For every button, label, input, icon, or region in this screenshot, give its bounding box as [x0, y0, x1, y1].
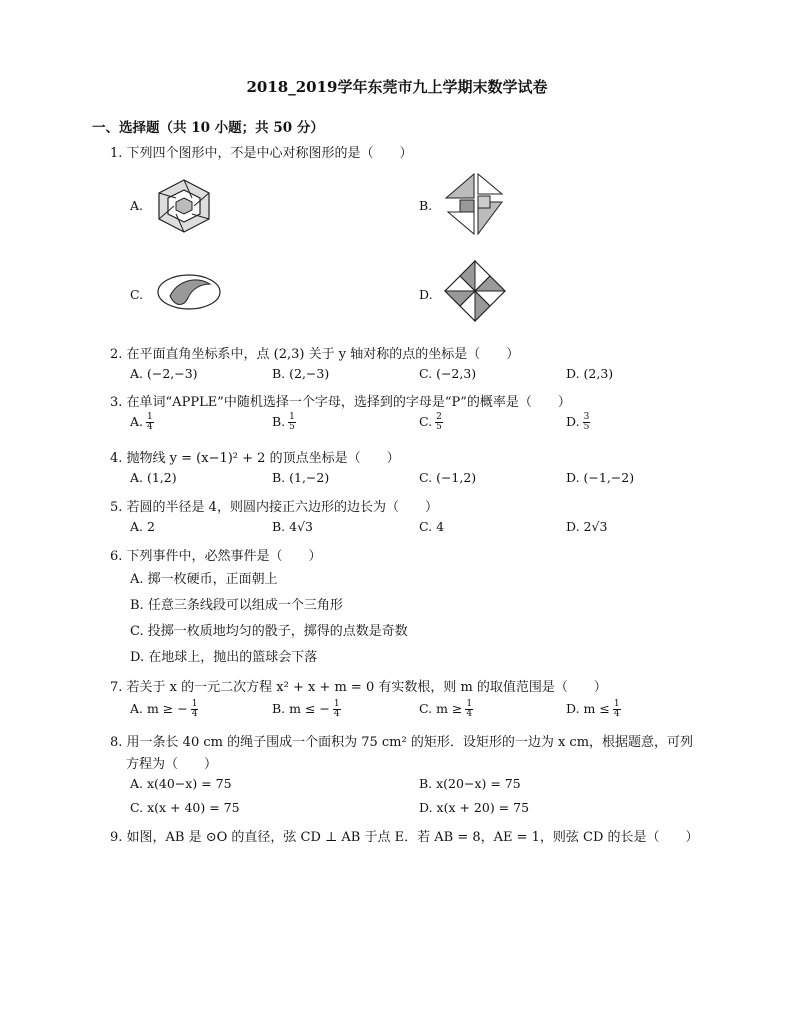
- q2-option-b: B. (2,−3): [272, 366, 330, 381]
- q2-option-a: A. (−2,−3): [130, 366, 198, 381]
- q4-option-b: B. (1,−2): [272, 470, 330, 485]
- q3-option-b: B. $\frac{1}{5}$: [272, 412, 295, 432]
- q6-option-c: C. 投掷一枚质地均匀的骰子，掷得的点数是奇数: [130, 624, 408, 639]
- q1-option-d-label: D.: [419, 287, 433, 302]
- question-7-stem: 7. 若关于 x 的一元二次方程 x² + x + m = 0 有实数根，则 m 的取值范围是（ ）: [110, 680, 607, 695]
- q1-option-a-label: A.: [130, 198, 144, 213]
- q7-option-a: A. m ≥ − $\frac{1}{4}$: [130, 699, 198, 719]
- question-2-stem: 2. 在平面直角坐标系中，点 (2,3) 关于 y 轴对称的点的坐标是（ ）: [110, 347, 520, 362]
- q8-option-d: D. x(x + 20) = 75: [419, 800, 530, 815]
- figure-b-triangle-pinwheel: [444, 172, 504, 236]
- section-heading: 一、选择题（共 10 小题；共 50 分）: [92, 120, 324, 136]
- question-8-stem-line-2: 方程为（ ）: [126, 757, 218, 772]
- q3-option-d: D. $\frac{3}{5}$: [566, 412, 590, 432]
- question-1-stem: 1. 下列四个图形中，不是中心对称图形的是（ ）: [110, 146, 413, 161]
- q1-option-c-label: C.: [130, 287, 144, 302]
- q6-option-b: B. 任意三条线段可以组成一个三角形: [130, 598, 343, 613]
- q5-option-b: B. 4√3: [272, 519, 314, 534]
- question-6-stem: 6. 下列事件中，必然事件是（ ）: [110, 549, 322, 564]
- q4-option-d: D. (−1,−2): [566, 470, 635, 485]
- figure-a-hexagon-pinwheel: [154, 178, 214, 234]
- question-3-stem: 3. 在单词“APPLE”中随机选择一个字母，选择到的字母是“P”的概率是（ ）: [110, 395, 571, 410]
- question-8-stem-line-1: 8. 用一条长 40 cm 的绳子围成一个面积为 75 cm² 的矩形．设矩形的一边为 x cm，根据题意，可列: [110, 735, 694, 750]
- q6-option-d: D. 在地球上，抛出的篮球会下落: [130, 650, 318, 665]
- q7-option-b: B. m ≤ − $\frac{1}{4}$: [272, 699, 340, 719]
- q2-option-c: C. (−2,3): [419, 366, 477, 381]
- q8-option-b: B. x(20−x) = 75: [419, 776, 521, 791]
- q3-option-a: A. $\frac{1}{4}$: [130, 412, 153, 432]
- q7-option-c: C. m ≥ $\frac{1}{4}$: [419, 699, 473, 719]
- q7-option-d: D. m ≤ $\frac{1}{4}$: [566, 699, 620, 719]
- q4-option-a: A. (1,2): [130, 470, 177, 485]
- q8-option-a: A. x(40−x) = 75: [130, 776, 232, 791]
- q5-option-c: C. 4: [419, 519, 445, 534]
- q1-option-b-label: B.: [419, 198, 433, 213]
- page-title: 2018_2019学年东莞市九上学期末数学试卷: [246, 78, 548, 96]
- question-9-stem: 9. 如图，AB 是 ⊙O 的直径，弦 CD ⊥ AB 于点 E．若 AB = 8，AE = 1，则弦 CD 的长是（ ）: [110, 830, 699, 845]
- q8-option-c: C. x(x + 40) = 75: [130, 800, 240, 815]
- q5-option-d: D. 2√3: [566, 519, 608, 534]
- figure-c-ellipse-swirl: [156, 272, 222, 312]
- q2-option-d: D. (2,3): [566, 366, 614, 381]
- q3-option-c: C. $\frac{2}{5}$: [419, 412, 442, 432]
- q5-option-a: A. 2: [130, 519, 155, 534]
- figure-d-diamond-triangles: [444, 260, 506, 322]
- question-4-stem: 4. 抛物线 y = (x−1)² + 2 的顶点坐标是（ ）: [110, 451, 400, 466]
- question-5-stem: 5. 若圆的半径是 4，则圆内接正六边形的边长为（ ）: [110, 500, 438, 515]
- q6-option-a: A. 掷一枚硬币，正面朝上: [130, 572, 278, 587]
- q4-option-c: C. (−1,2): [419, 470, 477, 485]
